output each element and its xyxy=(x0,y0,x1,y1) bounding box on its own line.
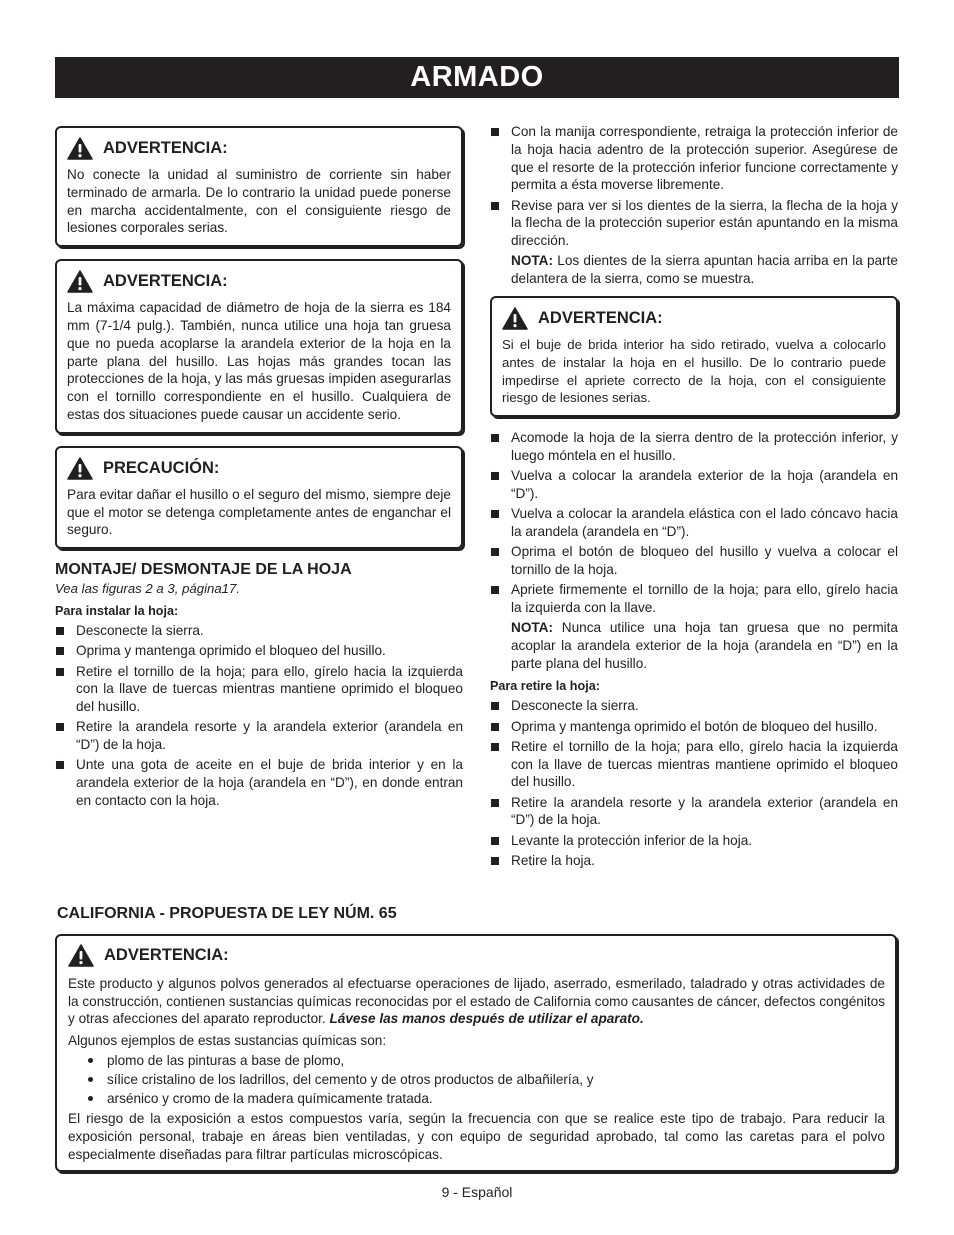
list-item: Retire el tornillo de la hoja; para ello, gírelo hacia la izquierda con la llave de tuercas mientras mantiene oprimido el bloqueo del husillo. xyxy=(490,738,898,791)
box-text: Si el buje de brida interior ha sido retirado, vuelva a colocarlo antes de instalar la hoja en el husillo. De lo contrario puede impedirse el apriete correcto de la hoja, con el consiguiente riesgo de lesiones serias. xyxy=(502,336,886,406)
remove-heading: Para retire la hoja: xyxy=(490,679,600,694)
install-heading: Para instalar la hoja: xyxy=(55,604,179,619)
left-column xyxy=(55,126,463,812)
list-item: Oprima y mantenga oprimido el bloqueo del husillo. xyxy=(55,642,463,660)
list-item: Desconecte la sierra. xyxy=(55,622,463,640)
list-item: Oprima y mantenga oprimido el botón de bloqueo del husillo. xyxy=(490,718,898,736)
install-list-continued xyxy=(490,123,898,250)
note-label: NOTA: xyxy=(511,253,554,269)
warning-box-power xyxy=(55,126,463,247)
warning-triangle-icon xyxy=(67,457,93,480)
page-title: ARMADO xyxy=(55,57,899,98)
box-title: PRECAUCIÓN: xyxy=(103,458,220,477)
california-warning-box xyxy=(55,934,897,1172)
list-item: plomo de las pinturas a base de plomo, xyxy=(68,1051,885,1070)
list-item: Unte una gota de aceite en el buje de brida interior y en la arandela exterior de la hoja (arandela en “D”), en donde entran en contacto con la hoja. xyxy=(55,756,463,809)
paragraph-text: Este producto y algunos polvos generados al efectuarse operaciones de lijado, aserrado, esmerilado, taladrado y otras actividades de la construcción, contienen sustancias químicas reconocidas por el estado de California como causantes de cáncer, defectos congénitos y otras afecciones del aparato reproductor. xyxy=(68,976,885,1027)
install-list xyxy=(55,622,463,810)
paragraph-emphasis: Lávese las manos después de utilizar el aparato. xyxy=(329,1011,644,1027)
section-subtitle: Vea las figuras 2 a 3, página17. xyxy=(55,581,240,597)
list-item: Vuelva a colocar la arandela exterior de la hoja (arandela en “D”). xyxy=(490,467,898,503)
warning-triangle-icon xyxy=(67,137,93,160)
box-title: ADVERTENCIA: xyxy=(103,139,228,157)
box-text: La máxima capacidad de diámetro de hoja de la sierra es 184 mm (7-1/4 pulg.). También, nunca utilice una hoja tan gruesa que no pueda acoplarse la arandela exterior de la hoja en la parte plana del husillo. Las hojas más grandes tocan las protecciones de la hoja, y las más gruesas impiden asegurarlas con el tornillo correspondiente en el husillo. Cualquiera de estas dos situaciones puede causar un accidente serio. xyxy=(67,300,451,422)
list-item: Con la manija correspondiente, retraiga la protección inferior de la hoja hacia adentro de la protección superior. Asegúrese de que el resorte de la protección inferior funcione correctamente y permita a ésta moverse libremente. xyxy=(490,123,898,194)
box-text: No conecte la unidad al suministro de corriente sin haber terminado de armarla. De lo contrario la unidad puede ponerse en marcha accidentalmente, con el consiguiente riesgo de lesiones corporales serias. xyxy=(67,167,451,236)
box-text: Para evitar dañar el husillo o el seguro del mismo, siempre deje que el motor se detenga completamente antes de enganchar el seguro. xyxy=(67,486,451,538)
list-item: Retire la hoja. xyxy=(490,852,898,870)
list-item: Vuelva a colocar la arandela elástica con el lado cóncavo hacia la arandela (arandela en “D”). xyxy=(490,505,898,541)
warning-triangle-icon xyxy=(502,307,528,330)
note-label: NOTA: xyxy=(511,620,554,636)
list-item: Acomode la hoja de la sierra dentro de la protección inferior, y luego móntela en el husillo. xyxy=(490,429,898,465)
list-item: Oprima el botón de bloqueo del husillo y vuelva a colocar el tornillo de la hoja. xyxy=(490,543,898,579)
warning-box-blade-size xyxy=(55,259,463,434)
warning-box-flange xyxy=(490,296,898,417)
list-item: Retire el tornillo de la hoja; para ello, gírelo hacia la izquierda con la llave de tuercas mientras mantiene oprimido el bloqueo del husillo. xyxy=(55,663,463,716)
box-title: ADVERTENCIA: xyxy=(103,272,228,291)
box-title: ADVERTENCIA: xyxy=(538,308,663,327)
list-item: arsénico y cromo de la madera químicamente tratada. xyxy=(68,1089,885,1108)
california-paragraph-2: Algunos ejemplos de estas sustancias químicas son: xyxy=(68,1032,387,1048)
list-item: Retire la arandela resorte y la arandela exterior (arandela en “D”) de la hoja. xyxy=(55,718,463,754)
note-text: Nunca utilice una hoja tan gruesa que no permita acoplar la arandela exterior de la hoja (arandela en “D”) en la parte plana del husillo. xyxy=(511,620,898,671)
section-title: MONTAJE/ DESMONTAJE DE LA HOJA xyxy=(55,561,352,579)
note xyxy=(490,252,898,288)
page-footer: 9 - Español xyxy=(441,1184,513,1200)
remove-list xyxy=(490,697,898,869)
right-column xyxy=(490,123,898,872)
box-title: ADVERTENCIA: xyxy=(104,946,229,964)
note xyxy=(490,619,898,672)
list-item: Desconecte la sierra. xyxy=(490,697,898,715)
install-list-steps xyxy=(490,429,898,617)
list-item: sílice cristalino de los ladrillos, del cemento y de otros productos de albañilería, y xyxy=(68,1070,885,1089)
chemical-examples-list xyxy=(68,1051,885,1108)
list-item: Levante la protección inferior de la hoja. xyxy=(490,832,898,850)
note-text: Los dientes de la sierra apuntan hacia arriba en la parte delantera de la sierra, como se muestra. xyxy=(511,253,898,287)
list-item: Revise para ver si los dientes de la sierra, la flecha de la hoja y la flecha de la protección superior están apuntando en la misma dirección. xyxy=(490,197,898,250)
california-section-title: CALIFORNIA - PROPUESTA DE LEY NÚM. 65 xyxy=(57,905,397,922)
caution-box-spindle xyxy=(55,446,463,549)
warning-triangle-icon xyxy=(68,944,94,967)
list-item: Apriete firmemente el tornillo de la hoja; para ello, gírelo hacia la izquierda con la llave. xyxy=(490,581,898,617)
warning-triangle-icon xyxy=(67,270,93,293)
list-item: Retire la arandela resorte y la arandela exterior (arandela en “D”) de la hoja. xyxy=(490,794,898,830)
california-paragraph-1 xyxy=(68,975,885,1028)
california-paragraph-3: El riesgo de la exposición a estos compuestos varía, según la frecuencia con que se realice este tipo de trabajo. Para reducir la exposición personal, trabaje en áreas bien ventiladas, y con equipo de seguridad aprobado, tal como las caretas para el polvo especialmente diseñadas para filtrar partículas microscópicas. xyxy=(68,1111,885,1162)
